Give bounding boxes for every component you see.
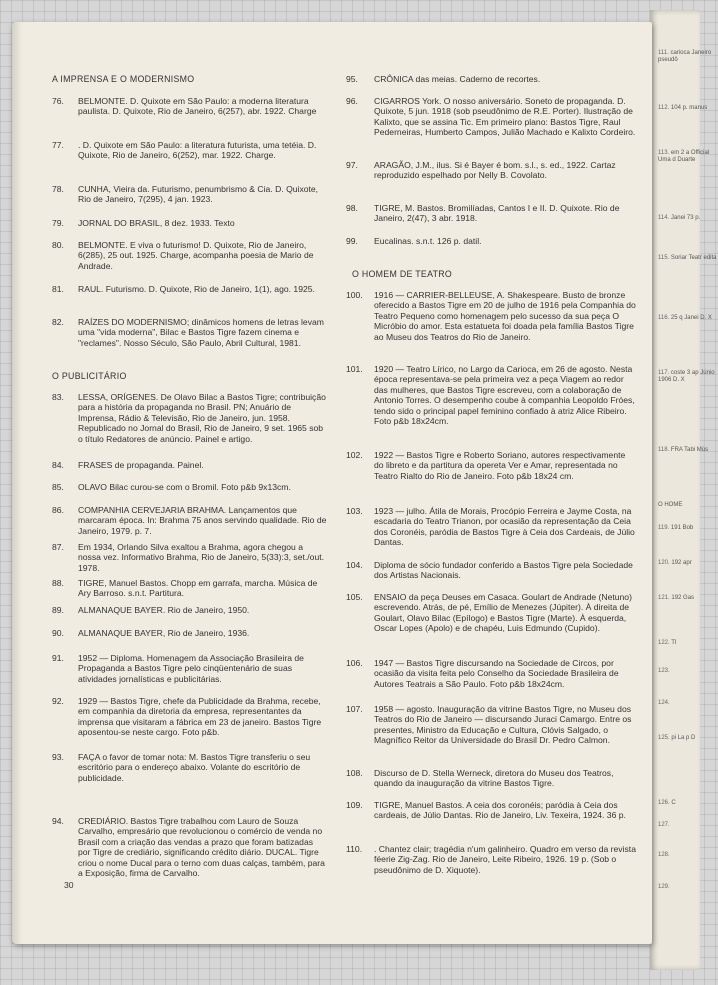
entry-number: 95.: [346, 74, 358, 84]
entry-number: 109.: [346, 800, 363, 810]
entry-number: 77.: [52, 140, 64, 150]
next-page-fragment: 111. carioca Janeiro pseudô: [658, 50, 712, 63]
entry-number: 89.: [52, 605, 64, 615]
entry-number: 99.: [346, 236, 358, 246]
entry-text: Diploma de sócio fundador conferido a Bastos Tigre pela Sociedade dos Artistas Nacionais.: [374, 560, 633, 581]
entry-number: 97.: [346, 160, 358, 170]
catalog-entry: [346, 592, 636, 634]
catalog-entry: [346, 844, 636, 875]
entry-text: 1929 — Bastos Tigre, chefe da Publicidade da Brahma, recebe, em companhia da diretoria da empresa, representantes da imprensa que visitaram a fábrica em 23 de janeiro. Bastos Tigre aposentou-se neste cargo. Foto p&b.: [78, 696, 322, 738]
catalog-entry: [52, 184, 327, 205]
next-page-fragment: 122. TI: [658, 640, 677, 646]
next-page-fragment: 128.: [658, 852, 670, 858]
catalog-entry: [346, 506, 636, 548]
catalog-entry: [346, 74, 636, 84]
entry-text: CUNHA, Vieira da. Futurismo, penumbrismo & Cia. D. Quixote, Rio de Janeiro, 7(295), 4 jan. 1923.: [78, 184, 319, 205]
entry-text: OLAVO Bilac curou-se com o Bromil. Foto p&b 9x13cm.: [78, 482, 291, 492]
next-page-fragment: 114. Janei 73 p.: [658, 215, 701, 221]
entry-number: 90.: [52, 628, 64, 638]
entry-text: 1958 — agosto. Inauguração da vitrine Bastos Tigre, no Museu dos Teatros do Rio de Janeiro — discursando Juraci Camargo. Entre os presentes, Ministro da Educação e Cultura, Clóvis Salgado, o Magnífico Reitor da Universidade do Brasil Dr. Pedro Calmon.: [374, 704, 632, 746]
entry-number: 96.: [346, 96, 358, 106]
entry-text: COMPANHIA CERVEJARIA BRAHMA. Lançamentos que marcaram época. In: Brahma 75 anos servindo qualidade. Rio de Janeiro, 1979. p. 7.: [78, 505, 327, 536]
entry-text: 1922 — Bastos Tigre e Roberto Soriano, autores respectivamente do libreto e da partitura da opereta Ver e Amar, representada no Teatro Rialto do Rio de Janeiro. Foto p&b 18x24 cm.: [374, 450, 626, 481]
entry-text: 1923 — julho. Átila de Morais, Procópio Ferreira e Jayme Costa, na escadaria do Teatro Trianon, por ocasião da representação da Ceia dos Coronéis, paródia de Bastos Tigre à Ceia dos Cardeais, de Júlio Dantas.: [374, 506, 635, 548]
next-page-fragment: 118. FRA Tabi Mús: [658, 447, 709, 453]
catalog-entry: [52, 578, 327, 599]
catalog-entry: [52, 482, 327, 492]
entry-number: 83.: [52, 392, 64, 402]
entry-number: 91.: [52, 653, 64, 663]
next-page-fragment: 123.: [658, 668, 670, 674]
entry-number: 103.: [346, 506, 363, 516]
entry-text: BELMONTE. D. Quixote em São Paulo: a moderna literatura paulista. D. Quixote, Rio de Janeiro, 6(257), abr. 1922. Charge: [78, 96, 317, 117]
entry-number: 108.: [346, 768, 363, 778]
entry-text: . D. Quixote em São Paulo: a literatura futurista, uma tetéia. D. Quixote, Rio de Janeiro, 6(252), mar. 1922. Charge.: [78, 140, 317, 161]
catalog-entry: [346, 450, 636, 481]
catalog-entry: [52, 284, 327, 294]
entry-number: 80.: [52, 240, 64, 250]
page-number: 30: [64, 880, 74, 890]
catalog-entry: [52, 218, 327, 228]
entry-number: 106.: [346, 658, 363, 668]
catalog-entry: [52, 392, 327, 444]
entry-text: TIGRE, M. Bastos. Bromilíadas, Cantos I e II. D. Quixote. Rio de Janeiro, 2(47), 3 abr. 1918.: [374, 203, 620, 224]
entry-number: 104.: [346, 560, 363, 570]
entry-number: 87.: [52, 542, 64, 552]
section-heading-teatro: O HOMEM DE TEATRO: [352, 269, 453, 279]
catalog-entry: [52, 605, 327, 615]
next-page-edge: [650, 10, 717, 970]
catalog-entry: [346, 560, 636, 581]
entry-text: ALMANAQUE BAYER, Rio de Janeiro, 1936.: [78, 628, 250, 638]
next-page-fragment: 129.: [658, 884, 670, 890]
entry-text: 1916 — CARRIER-BELLEUSE, A. Shakespeare. Busto de bronze oferecido a Bastos Tigre em 20 de julho de 1916 pela Companhia do Teatro Pequeno como homenagem pelo sucesso da sua peça O Micróbio do amor. Esta estatueta foi doada pela família Bastos Tigre ao Museu dos Teatros do Rio de Janeiro.: [374, 290, 636, 342]
catalog-entry: [52, 505, 327, 536]
next-page-fragment: 124.: [658, 700, 670, 706]
catalog-entry: [346, 658, 636, 689]
entry-number: 100.: [346, 290, 363, 300]
catalog-entry: [52, 696, 327, 738]
entry-text: FAÇA o favor de tomar nota: M. Bastos Tigre transferiu o seu escritório para o endereço abaixo. Volante do escritório de publicidade.: [78, 752, 311, 783]
catalog-entry: [346, 364, 636, 427]
next-page-fragment: 116. 25 q Janei D. X: [658, 315, 712, 321]
catalog-entry: [52, 140, 327, 161]
catalog-entry: [346, 290, 636, 342]
entry-number: 105.: [346, 592, 363, 602]
entry-text: FRASES de propaganda. Painel.: [78, 460, 204, 470]
entry-text: Discurso de D. Stella Werneck, diretora do Museu dos Teatros, quando da inauguração da vitrine Bastos Tigre.: [374, 768, 614, 789]
next-page-fragment: 113. em 2 a Official Uma d Duarte: [658, 150, 710, 163]
catalog-entry: [52, 752, 327, 783]
entry-number: 78.: [52, 184, 64, 194]
entry-text: ARAGÃO, J.M., ilus. Si é Bayer é bom. s.l., s. ed., 1922. Cartaz reproduzido espelhado por Nelly B. Covolato.: [374, 160, 616, 181]
next-page-fragment: 126. C: [658, 800, 676, 806]
entry-text: TIGRE, Manuel Bastos. A ceia dos coronéis; paródia à Ceia dos cardeais, de Júlio Dantas. Rio de Janeiro, Liv. Texeira, 1924. 36 p.: [374, 800, 626, 821]
entry-number: 84.: [52, 460, 64, 470]
catalog-entry: [52, 816, 327, 878]
entry-number: 107.: [346, 704, 363, 714]
catalog-entry: [52, 542, 327, 573]
entry-number: 94.: [52, 816, 64, 826]
entry-text: RAUL. Futurismo. D. Quixote, Rio de Janeiro, 1(1), ago. 1925.: [78, 284, 315, 294]
next-page-fragment: 117. coste 3 ap Júnio 1906 D. X: [658, 370, 715, 383]
next-page-fragment: 125. pi La p D: [658, 735, 696, 741]
next-page-fragment: 115. Soriar Teatr edita: [658, 255, 717, 261]
next-page-fragment: 121. 192 Gas: [658, 595, 695, 601]
entry-number: 93.: [52, 752, 64, 762]
next-page-fragment: 127.: [658, 822, 670, 828]
catalog-entry: [346, 704, 636, 746]
entry-number: 110.: [346, 844, 363, 854]
entry-text: CIGARROS York. O nosso aniversário. Soneto de propaganda. D. Quixote, 5 jun. 1918 (sob pseudônimo de R.E. Porter). Ilustração de Kalixto, que se assina Tic. Em primeiro plano: Bastos Tigre, Raul Pederneiras, Humberto Campos, Julião Machado e Kalixto Cordeiro.: [374, 96, 636, 138]
entry-text: BELMONTE. E viva o futurismo! D. Quixote, Rio de Janeiro, 6(285), 25 out. 1925. Charge, acompanha poesia de Mario de Andrade.: [78, 240, 314, 271]
catalog-entry: [346, 800, 636, 821]
entry-text: 1920 — Teatro Lírico, no Largo da Carioca, em 26 de agosto. Nesta época representava-se pela primeira vez a peça Viagem ao redor das mulheres, que Bastos Tigre escreveu, com a colaboração de Antonio Torres. O desempenho coube à companhia Leopoldo Fróes, tendo sido o principal papel feminino confiado à atriz Alice Ribeiro. Foto p&b 18x24cm.: [374, 364, 635, 427]
entry-text: Em 1934, Orlando Silva exaltou a Brahma, agora chegou a nossa vez. Informativo Brahma, Rio de Janeiro, 5(33):3, set./out. 1978.: [78, 542, 324, 573]
entry-text: ENSAIO da peça Deuses em Casaca. Goulart de Andrade (Netuno) escrevendo. Atrás, de pé, Emílio de Menezes (Júpiter). À direita de Goulart, Olavo Bilac (Epílogo) e Bastos Tigre (Marte). À esquerda, Oscar Lopes (Apolo) e de chapéu, Luis Edmundo (Cupido).: [374, 592, 632, 634]
entry-text: RAÍZES DO MODERNISMO; dinâmicos homens de letras levam uma "vida moderna", Bilac e Bastos Tigre fazem cinema e "reclames". Nosso Século, São Paulo, Abril Cultural, 1981.: [78, 317, 324, 348]
entry-text: 1947 — Bastos Tigre discursando na Sociedade de Circos, por ocasião da visita feita pelo Conselho da Sociedade Brasileira de Autores Teatrais a São Paulo. Foto p&b 18x24cm.: [374, 658, 619, 689]
entry-number: 81.: [52, 284, 64, 294]
catalog-entry: [52, 653, 327, 684]
entry-number: 102.: [346, 450, 363, 460]
catalog-entry: [52, 240, 327, 271]
entry-number: 86.: [52, 505, 64, 515]
entry-text: Eucalinas. s.n.t. 126 p. datil.: [374, 236, 482, 246]
entry-number: 85.: [52, 482, 64, 492]
entry-text: . Chantez clair; tragédia n'um galinheiro. Quadro em verso da revista féerie Zig-Zag. Rio de Janeiro, Leite Ribeiro, 1926. 19 p. (Sob o pseudônimo de D. Xiquote).: [374, 844, 636, 875]
entry-number: 98.: [346, 203, 358, 213]
entry-number: 79.: [52, 218, 64, 228]
entry-text: LESSA, ORÍGENES. De Olavo Bilac a Bastos Tigre; contribuição para a história da propaganda no Brasil. PN; Anuário de Imprensa, Rádio & Televisão, Rio de Janeiro, jun. 1958. Republicado no Jornal do Brasil, Rio de Janeiro, 9 set. 1965 sob o título Redatores de anúncio. Painel e artigo.: [78, 392, 326, 444]
catalog-entry: [346, 160, 636, 181]
catalog-entry: [346, 203, 636, 224]
entry-number: 76.: [52, 96, 64, 106]
entry-text: CRÔNICA das meias. Caderno de recortes.: [374, 74, 541, 84]
catalog-entry: [346, 96, 636, 138]
entry-text: ALMANAQUE BAYER. Rio de Janeiro, 1950.: [78, 605, 250, 615]
catalog-entry: [346, 768, 636, 789]
catalog-entry: [52, 628, 327, 638]
section-heading-imprensa: A IMPRENSA E O MODERNISMO: [52, 74, 195, 84]
next-page-fragment: 120. 192 apr: [658, 560, 692, 566]
catalog-page: [12, 22, 652, 944]
catalog-entry: [52, 460, 327, 470]
entry-text: JORNAL DO BRASIL, 8 dez. 1933. Texto: [78, 218, 235, 228]
entry-text: CREDIÁRIO. Bastos Tigre trabalhou com Lauro de Souza Carvalho, empresário que revolucionou o comércio de venda no Brasil com a criação das vendas a prazo que foram batizadas por Tigre de crediário, significando crédito diário. DUCAL. Tigre criou o nome Ducal para o terno com duas calças, também, para a Exposição, firma de Carvalho.: [78, 816, 325, 879]
next-page-fragment: O HOME: [658, 502, 683, 508]
entry-number: 88.: [52, 578, 64, 588]
catalog-entry: [52, 317, 327, 348]
next-page-fragment: 119. 191 Bob: [658, 525, 694, 531]
catalog-entry: [346, 236, 636, 246]
section-heading-publicitario: O PUBLICITÁRIO: [52, 371, 127, 381]
entry-number: 101.: [346, 364, 363, 374]
catalog-entry: [52, 96, 327, 117]
next-page-fragment: 112. 104 p. manus: [658, 105, 708, 111]
entry-text: TIGRE, Manuel Bastos. Chopp em garrafa, marcha. Música de Ary Barroso. s.n.t. Partitura.: [78, 578, 318, 599]
entry-text: 1952 — Diploma. Homenagem da Associação Brasileira de Propaganda a Bastos Tigre pelo cinqüentenário de suas atividades jornalísticas e publicitárias.: [78, 653, 304, 684]
entry-number: 92.: [52, 696, 64, 706]
entry-number: 82.: [52, 317, 64, 327]
